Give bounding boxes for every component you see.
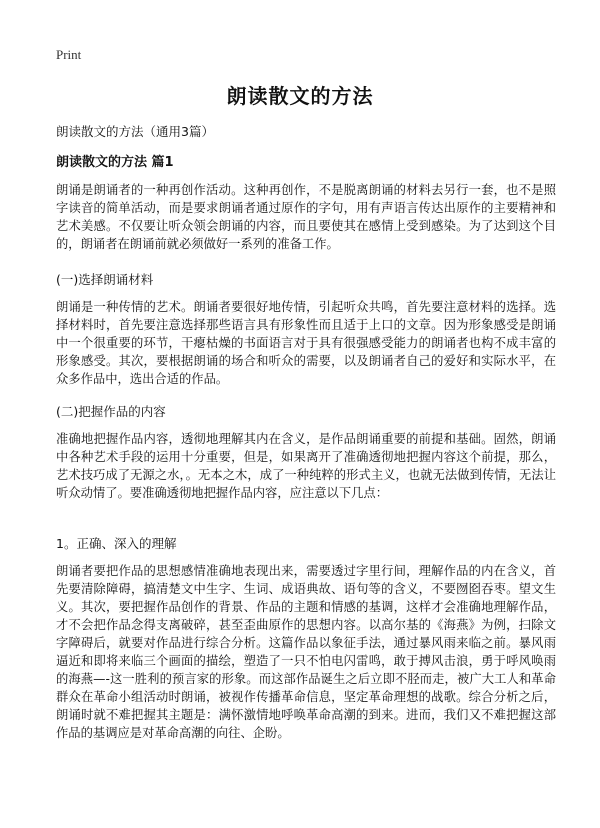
paragraph-grasp-content: 准确地把握作品内容，透彻地理解其内在含义，是作品朗诵重要的前提和基础。固然，朗诵中各种艺术手段的运用十分重要，但是，如果离开了准确透彻地把握内容这个前提，那么，艺术技巧成了无源之水，。无本之木，成了一种纯粹的形式主义，也就无法做到传情，无法让听众动情了。要准确透彻地把握作品内容，应注意以下几点： [56, 432, 556, 500]
print-label[interactable]: Print [56, 47, 82, 62]
document-subtitle: 朗读散文的方法（通用3篇） [56, 124, 214, 139]
heading-select-material: (一)选择朗诵材料 [56, 272, 154, 287]
paragraph-select-material: 朗诵是一种传情的艺术。朗诵者要很好地传情，引起听众共鸣，首先要注意材料的选择。选择材料时，首先要注意选择那些语言具有形象性而且适于上口的文章。因为形象感受是朗诵中一个很重要的环节，干瘪枯燥的书面语言对于具有很强感受能力的朗诵者也构不成丰富的形象感受。其次，要根据朗诵的场合和听众的需要，以及朗诵者自己的爱好和实际水平，在众多作品中，选出合适的作品。 [56, 300, 556, 386]
heading-grasp-content: (二)把握作品的内容 [56, 404, 166, 419]
paragraph-understanding: 朗诵者要把作品的思想感情准确地表现出来，需要透过字里行间，理解作品的内在含义，首先要清除障碍，搞清楚文中生字、生词、成语典故、语句等的含义，不要囫囵吞枣。望文生义。其次，要把握作品创作的背景、作品的主题和情感的基调，这样才会准确地理解作品，才不会把作品念得支离破碎，甚至歪曲原作的思想内容。以高尔基的《海燕》为例，扫除文字障碍后，就要对作品进行综合分析。这篇作品以象征手法，通过暴风雨来临之前。暴风雨逼近和即将来临三个画面的描绘，塑造了一只不怕电闪雷鸣，敢于搏风击浪，勇于呼风唤雨的海燕—-这一胜利的预言家的形象。而这部作品诞生之后立即不胫而走，被广大工人和革命群众在革命小组活动时朗诵，被视作传播革命信息，坚定革命理想的战歌。综合分析之后，朗诵时就不难把握其主题是：满怀激情地呼唤革命高潮的到来。进而，我们又不难把握这部作品的基调应是对革命高潮的向往、企盼。 [56, 564, 556, 740]
paragraph-intro: 朗诵是朗诵者的一种再创作活动。这种再创作，不是脱离朗诵的材料去另行一套，也不是照字读音的简单活动，而是要求朗诵者通过原作的字句，用有声语言传达出原作的主要精神和艺术美感。不仅要让听众领会朗诵的内容，而且要使其在感情上受到感染。为了达到这个目的，朗诵者在朗诵前就必须做好一系列的准备工作。 [56, 183, 556, 251]
section-title: 朗读散文的方法 篇1 [56, 155, 174, 170]
heading-understanding: 1。正确、深入的理解 [56, 536, 177, 551]
page-title: 朗读散文的方法 [226, 84, 374, 108]
